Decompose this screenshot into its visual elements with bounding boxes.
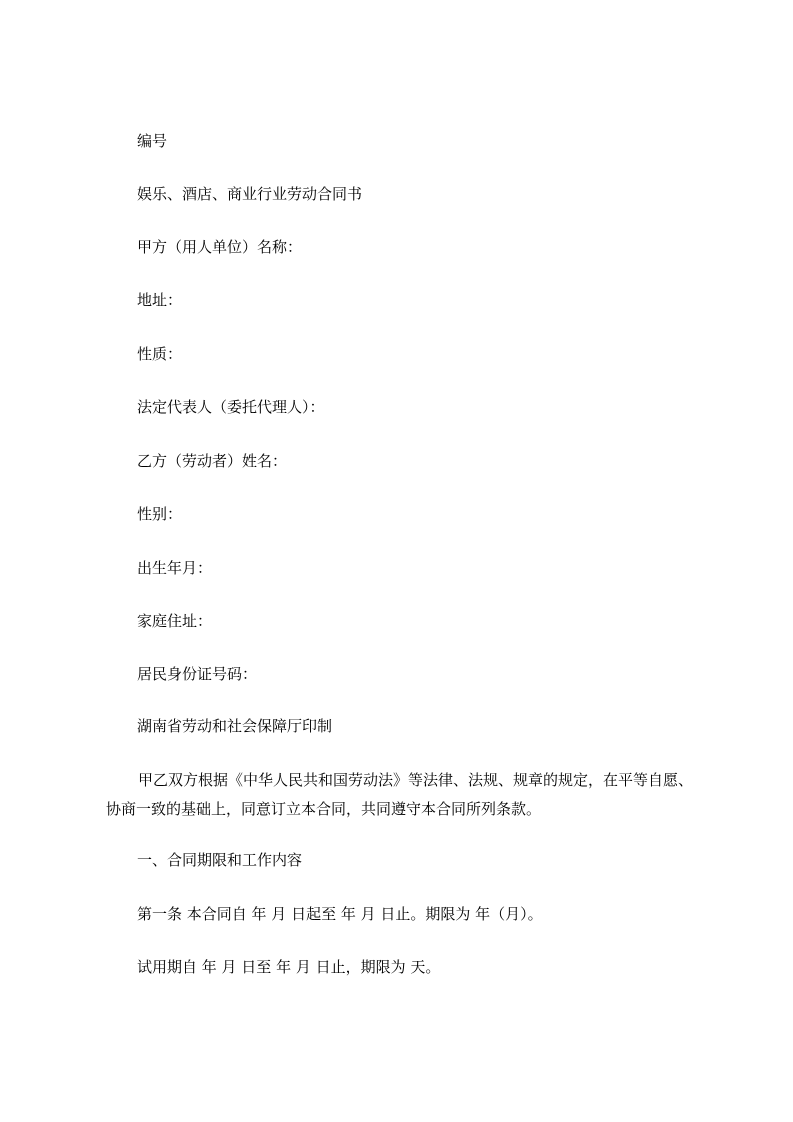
- id-number-field: 居民身份证号码：: [137, 665, 258, 683]
- article-1-text: 第一条 本合同自 年 月 日起至 年 月 日止。期限为 年（月）。: [137, 905, 543, 923]
- contract-number-label: 编号: [137, 132, 168, 150]
- gender-field: 性别：: [137, 505, 183, 523]
- document-title: 娱乐、酒店、商业行业劳动合同书: [137, 185, 363, 203]
- probation-text: 试用期自 年 月 日至 年 月 日止，期限为 天。: [137, 958, 441, 976]
- birth-date-field: 出生年月：: [137, 559, 213, 577]
- party-a-nature-field: 性质：: [137, 345, 183, 363]
- party-a-name-field: 甲方（用人单位）名称：: [137, 238, 303, 256]
- legal-representative-field: 法定代表人（委托代理人）：: [137, 398, 325, 416]
- party-b-name-field: 乙方（劳动者）姓名：: [137, 452, 288, 470]
- section-1-heading: 一、合同期限和工作内容: [137, 851, 303, 869]
- home-address-field: 家庭住址：: [137, 612, 213, 630]
- preamble-paragraph: 甲乙双方根据《中华人民共和国劳动法》等法律、法规、规章的规定，在平等自愿、协商一致的基础上，同意订立本合同，共同遵守本合同所列条款。: [106, 771, 694, 818]
- party-a-address-field: 地址：: [137, 291, 183, 309]
- printed-by-note: 湖南省劳动和社会保障厅印制: [137, 717, 333, 735]
